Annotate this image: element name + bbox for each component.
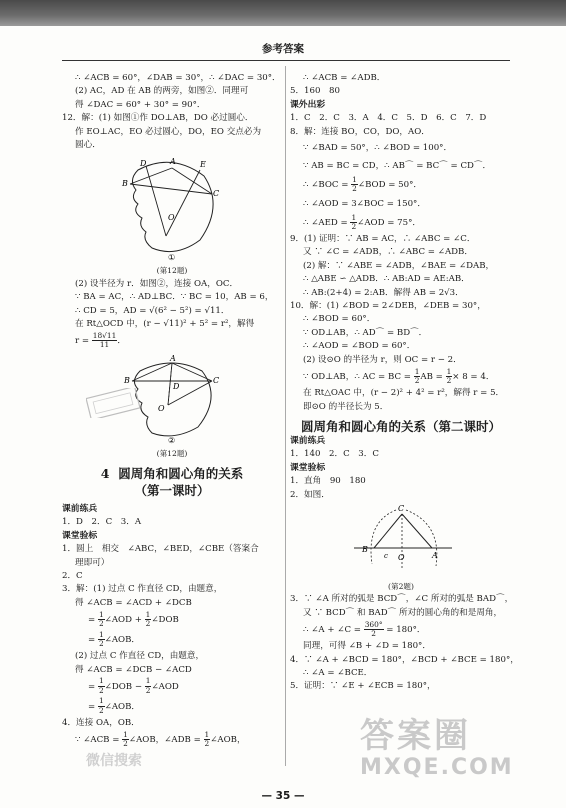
answer-line: 5．160 80 — [290, 86, 340, 97]
fraction-num: 1 — [204, 729, 210, 739]
fraction-num: 1 — [98, 676, 104, 686]
fig-label: ① — [168, 253, 176, 263]
figure-q2 — [346, 504, 456, 578]
answer-line: (2) 解：∵ ∠ABE = ∠ADB，∠BAE = ∠DAB， — [303, 260, 495, 271]
heading-class-check-2: 课堂验标 — [290, 462, 326, 473]
fig-label: C — [213, 189, 220, 199]
fraction-num: 18√11 — [92, 330, 117, 340]
answer-line: 1．140 2．C 3．C — [290, 449, 379, 460]
answer-line: ∴ ∠ACB = ∠ADB． — [303, 73, 386, 83]
section-subtitle: （第一课时） — [134, 482, 210, 498]
answer-line: 在 Rt△OAC 中，(r − 2)² + 4² = r²，解得 r = 5． — [303, 388, 505, 399]
text: ∠DOB — [151, 615, 179, 626]
fig-label: C — [213, 376, 220, 386]
answer-line: 4．连接 OA，OB． — [62, 717, 140, 728]
text: ∠AOB． — [104, 701, 141, 712]
text: ． — [117, 336, 126, 347]
text: ∴ ∠A + ∠C = — [303, 625, 364, 636]
fig-label: O — [398, 552, 405, 562]
answer-line: 8．解：连接 BO，CO，DO，AO． — [290, 126, 430, 137]
answer-line: (2) 设⊙O 的半径为 r，则 OC = r − 2． — [303, 354, 462, 365]
fig-label: c — [384, 551, 388, 560]
fraction-den: 2 — [145, 685, 151, 695]
answer-line: 得 ∠ACB = ∠ACD + ∠DCB — [75, 597, 192, 608]
q12-line: 圆心． — [75, 140, 101, 151]
text: ∠BOD = 50°． — [357, 180, 422, 191]
fraction-num: 1 — [414, 366, 420, 376]
fraction — [92, 332, 118, 350]
fig-label: B — [124, 376, 130, 386]
section-number: 4 — [100, 465, 110, 481]
answer-line: 2．如图． — [290, 489, 330, 500]
fraction-den: 2 — [352, 184, 357, 194]
answer-line: 又 ∵ BCD⌒ 和 BAD⌒ 所对的圆心角的和是周角， — [303, 607, 503, 618]
answer-line — [290, 620, 512, 640]
answer-line — [290, 175, 512, 195]
watermark — [360, 716, 556, 800]
fraction-num: 1 — [352, 174, 357, 184]
top-scan-bar — [0, 0, 566, 26]
section-title-2: 圆周角和圆心角的关系（第二课时） — [300, 418, 501, 434]
text: = 180°． — [383, 625, 426, 636]
heading-pre-practice: 课前练兵 — [62, 503, 98, 514]
q12-line: 在 Rt△OCD 中，(r − √11)² + 5² = r²，解得 — [75, 319, 255, 330]
book-stamp-icon — [86, 388, 142, 418]
column-divider — [285, 66, 286, 766]
answer-line: ∴ ∠A = ∠BCE． — [303, 667, 373, 678]
text: = — [88, 701, 98, 712]
text: ∠AOB． — [104, 635, 141, 646]
answer-line: ∴ ∠AOD = 3∠BOC = 150°． — [303, 199, 426, 210]
fig-label: E — [200, 160, 206, 170]
text: ∠AOB，∠ADB = — [128, 735, 204, 746]
fraction-den: 2 — [98, 619, 104, 629]
fig-label: A — [432, 550, 438, 560]
watermark-en: MXQE.COM — [360, 755, 514, 780]
figure-caption: (第2题) — [388, 581, 414, 591]
q12-line: ∴ CD = 5，AD = √(6² − 5²) = √11． — [75, 305, 230, 316]
answer-line: 同理，可得 ∠B + ∠D = 180°． — [303, 641, 431, 652]
q12-line — [62, 331, 282, 351]
fraction-den: 11 — [99, 340, 110, 350]
answer-line: 理即可） — [75, 557, 110, 568]
fraction — [364, 621, 384, 639]
answer-line: 9．(1) 证明：∵ AB = AC，∴ ∠ABC = ∠C． — [290, 234, 476, 245]
answer-line: 3．解：(1) 过点 C 作直径 CD，由题意， — [62, 584, 223, 595]
answer-line: 2．C — [62, 570, 83, 581]
answer-line: ∴ AB:(2+4) = 2:AB．解得 AB = 2√3． — [303, 287, 464, 298]
fig-label: A — [170, 157, 176, 167]
text: ∵ ∠ACB = — [75, 735, 123, 746]
fraction-num: 1 — [446, 366, 452, 376]
fraction-num: 1 — [98, 609, 104, 619]
fig-label: B — [362, 544, 368, 554]
fraction-num: 1 — [98, 629, 104, 639]
fraction-den: 2 — [145, 619, 151, 629]
figure-q12-1 — [112, 154, 232, 262]
answer-line: 又 ∵ ∠C = ∠ADB，∴ ∠ABC = ∠ADB． — [303, 247, 473, 258]
fig-label: D — [140, 159, 147, 169]
page-header: 参考答案 — [262, 43, 304, 55]
answer-line: 4．∵ ∠A + ∠BCD = 180°，∠BCD + ∠BCE = 180°， — [290, 654, 519, 665]
fraction-den: 2 — [446, 376, 452, 386]
text: ∠AOD = 75°． — [357, 218, 421, 229]
fraction — [98, 611, 105, 629]
heading-pre-practice-2: 课前练兵 — [290, 435, 326, 446]
fig-label: ② — [168, 436, 176, 446]
answer-line: 即⊙O 的半径长为 5． — [303, 401, 389, 412]
fig-label: B — [122, 179, 128, 189]
fraction — [98, 697, 105, 715]
q12-line: 12．解：(1) 如图①作 DO⊥AB，DO 必过圆心． — [62, 113, 254, 124]
q12-line: ∵ BA = AC，∴ AD⊥BC．∵ BC = 10，AB = 6， — [75, 292, 274, 303]
fraction-num: 1 — [351, 212, 357, 222]
answer-line: ∴ △ABE ∽ △ADB．∴ AB:AD = AE:AB． — [303, 274, 470, 285]
text: AB = — [420, 372, 446, 383]
text: × 8 = 4． — [452, 372, 495, 383]
bottom-stamp: 微信搜索 — [86, 753, 142, 769]
section-title-text: 圆周角和圆心角的关系 — [118, 465, 244, 481]
answer-line — [290, 367, 512, 387]
answer-line: ∴ ∠BOD = 60°． — [303, 314, 376, 325]
heading-extra-practice: 课外出彩 — [290, 99, 326, 110]
answer-line: 1．C 2．C 3．A 4．C 5．D 6．C 7．D — [290, 113, 487, 124]
fraction-den: 2 — [351, 222, 357, 232]
fig-label: O — [168, 213, 175, 223]
text: ∠DOB − — [104, 681, 145, 692]
text: ∠AOB， — [210, 735, 246, 746]
text-line: ∴ ∠ACB = 60°，∠DAB = 30°，∴ ∠DAC = 30°． — [75, 73, 281, 83]
text: ∠AOD — [151, 681, 179, 692]
fraction — [98, 631, 105, 649]
fraction-num: 1 — [145, 676, 151, 686]
text: = — [88, 635, 98, 646]
answer-line: 1．D 2．C 3．A — [62, 517, 142, 528]
text: = — [88, 615, 98, 626]
fraction-den: 2 — [414, 376, 420, 386]
answer-line — [62, 730, 282, 750]
fraction — [98, 677, 105, 695]
fig-label: D — [173, 382, 180, 392]
answer-line — [62, 610, 282, 630]
answer-line: 1．圆上 相交 ∠ABC，∠BED，∠CBE（答案合 — [62, 544, 259, 555]
answer-line — [62, 677, 282, 697]
answer-line: 1．直角 90 180 — [290, 476, 366, 487]
answer-line: ∵ ∠BAD = 50°，∴ ∠BOD = 100°． — [303, 143, 453, 154]
figure-caption: (第12题) — [156, 449, 188, 459]
fraction-num: 1 — [123, 729, 128, 739]
fig-label: O — [158, 404, 165, 414]
text: ∵ OD⊥AB，∴ AC = BC = — [303, 372, 414, 383]
q12-line: 作 EO⊥AC，EO 必过圆心，DO，EO 交点必为 — [75, 126, 262, 137]
answer-line: (2) 过点 C 作直径 CD，由题意， — [75, 651, 205, 662]
fraction — [351, 176, 358, 194]
text-line: (2) AC，AD 在 AB 的两旁，如图②．同理可 — [75, 86, 249, 97]
fraction-den: 2 — [371, 629, 376, 639]
section-title — [62, 465, 282, 482]
fraction-den: 2 — [98, 639, 104, 649]
answer-line: 得 ∠ACB = ∠DCB − ∠ACD — [75, 664, 192, 675]
text: ∴ ∠BOC = — [303, 180, 352, 191]
fraction-num: 1 — [98, 696, 104, 706]
fraction-den: 2 — [98, 685, 104, 695]
figure-caption: (第12题) — [156, 266, 188, 276]
text-line: 得 ∠DAC = 60° + 30° = 90°． — [75, 99, 206, 110]
heading-class-check: 课堂验标 — [62, 530, 98, 541]
answer-line — [62, 697, 282, 717]
answer-line: ∴ ∠AOD = ∠BOD = 60°． — [303, 341, 416, 352]
right-column — [290, 72, 519, 694]
fig-label: C — [398, 503, 405, 513]
watermark-cn: 答案圈 — [360, 716, 471, 756]
text: ∴ ∠AED = — [303, 218, 351, 229]
answer-line — [290, 213, 512, 233]
fraction-num: 1 — [145, 609, 151, 619]
fraction-den: 2 — [98, 705, 104, 715]
text: ∠AOD + — [104, 615, 145, 626]
text: r = — [75, 336, 92, 347]
answer-line — [62, 630, 282, 650]
fraction-den: 2 — [204, 739, 210, 749]
fraction — [122, 731, 129, 749]
page-number: — 35 — — [261, 790, 305, 802]
answer-line: ∵ OD⊥AB，∴ AD⌒ = BD⌒． — [303, 327, 428, 338]
answer-line: 3．∵ ∠A 所对的弧是 BCD⌒，∠C 所对的弧是 BAD⌒， — [290, 594, 514, 605]
fraction-den: 2 — [123, 739, 128, 749]
fig-label: A — [170, 354, 176, 364]
answer-line: 5．证明：∵ ∠E + ∠ECB = 180°， — [290, 681, 436, 692]
text: = — [88, 681, 98, 692]
fraction-num: 360° — [364, 619, 383, 629]
answer-line: 10．解：(1) ∠BOD = 2∠DEB，∠DEB = 30°， — [290, 301, 486, 312]
q12-line: (2) 设半径为 r．如图②，连接 OA，OC． — [75, 278, 239, 289]
answer-line: ∵ AB = BC = CD，∴ AB⌒ = BC⌒ = CD⌒． — [303, 161, 492, 172]
header-rule — [62, 60, 510, 61]
